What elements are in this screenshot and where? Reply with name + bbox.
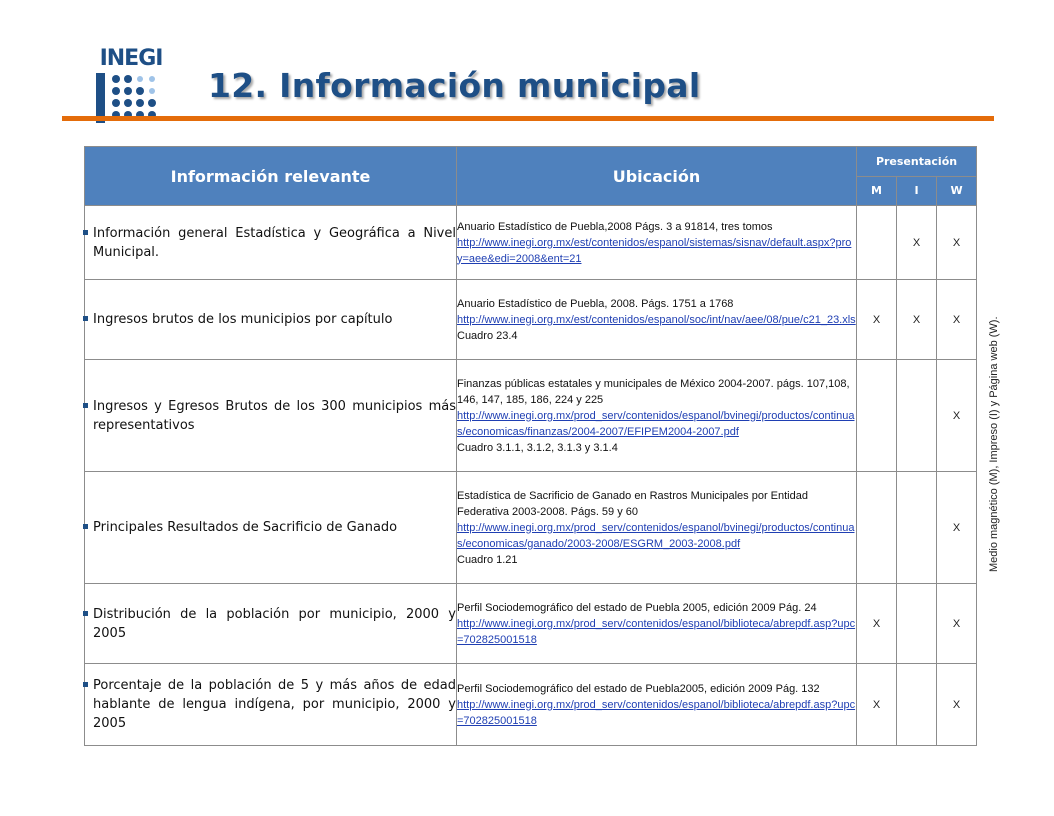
source-link[interactable]: http://www.inegi.org.mx/prod_serv/contenidos/espanol/biblioteca/abrepdf.asp?upc=702825001518 (457, 617, 856, 646)
header-i: I (897, 176, 937, 206)
inegi-logo (94, 47, 168, 123)
mark-w: X (937, 472, 977, 584)
bullet-icon (83, 403, 88, 408)
mark-m (857, 472, 897, 584)
info-label: Ingresos y Egresos Brutos de los 300 municipios más representativos (93, 398, 456, 433)
header-location: Ubicación (457, 147, 857, 206)
header-presentation: Presentación (857, 147, 977, 177)
source-text: Perfil Sociodemográfico del estado de Puebla 2005, edición 2009 Pág. 24 (457, 601, 817, 614)
header-w: W (937, 176, 977, 206)
table-row (85, 664, 977, 746)
info-label: Información general Estadística y Geográfica a Nivel Municipal. (93, 225, 456, 260)
source-text: Finanzas públicas estatales y municipales de México 2004-2007. págs. 107,108, 146, 147, 185, 186, 224 y 225 (457, 377, 850, 406)
location-cell (457, 664, 857, 746)
location-cell (457, 280, 857, 360)
mark-w: X (937, 584, 977, 664)
bullet-icon (83, 682, 88, 687)
bullet-icon (83, 524, 88, 529)
info-text (85, 310, 456, 329)
info-text (85, 676, 456, 733)
source-link[interactable]: http://www.inegi.org.mx/prod_serv/contenidos/espanol/bvinegi/productos/continuas/economicas/ganado/2003-2008/ESGRM_2003-2008.pdf (457, 521, 855, 550)
title-underline (62, 116, 994, 121)
presentation-legend: Medio magnético (M), Impreso (I) y Página web (W). (988, 316, 1000, 572)
mark-i (897, 472, 937, 584)
location-cell (457, 584, 857, 664)
mark-w: X (937, 360, 977, 472)
mark-m: X (857, 584, 897, 664)
info-label: Ingresos brutos de los municipios por capítulo (93, 312, 393, 327)
header-info: Información relevante (85, 147, 457, 206)
table-row (85, 472, 977, 584)
header-m: M (857, 176, 897, 206)
mark-m (857, 360, 897, 472)
source-link[interactable]: http://www.inegi.org.mx/est/contenidos/espanol/sistemas/sisnav/default.aspx?proy=aee&edi=2008&ent=21 (457, 236, 852, 265)
source-link[interactable]: http://www.inegi.org.mx/prod_serv/contenidos/espanol/bvinegi/productos/continuas/economicas/finanzas/2004-2007/EFIPEM2004-2007.pdf (457, 409, 855, 438)
source-text: Anuario Estadístico de Puebla,2008 Págs. 3 a 91814, tres tomos (457, 220, 773, 233)
mark-m: X (857, 280, 897, 360)
table-row (85, 206, 977, 280)
municipal-info-table (84, 146, 977, 746)
mark-i: X (897, 280, 937, 360)
mark-w: X (937, 206, 977, 280)
info-cell (85, 206, 457, 280)
info-cell (85, 360, 457, 472)
location-cell (457, 472, 857, 584)
source-text: Anuario Estadístico de Puebla, 2008. Págs. 1751 a 1768 (457, 297, 734, 310)
mark-w: X (937, 280, 977, 360)
info-label: Principales Resultados de Sacrificio de Ganado (93, 520, 398, 535)
info-text (85, 605, 456, 643)
source-text: Estadística de Sacrificio de Ganado en Rastros Municipales por Entidad Federativa 2003-2008. Págs. 59 y 60 (457, 489, 808, 518)
bullet-icon (83, 611, 88, 616)
info-cell (85, 664, 457, 746)
table-row (85, 280, 977, 360)
source-link[interactable]: http://www.inegi.org.mx/est/contenidos/espanol/soc/int/nav/aee/08/pue/c21_23.xls (457, 313, 856, 326)
table-reference: Cuadro 23.4 (457, 329, 518, 342)
mark-w: X (937, 664, 977, 746)
table-reference: Cuadro 3.1.1, 3.1.2, 3.1.3 y 3.1.4 (457, 441, 618, 454)
info-cell (85, 584, 457, 664)
mark-i (897, 360, 937, 472)
location-cell (457, 360, 857, 472)
mark-i (897, 584, 937, 664)
bullet-icon (83, 316, 88, 321)
info-text (85, 518, 456, 537)
table-row (85, 360, 977, 472)
info-cell (85, 280, 457, 360)
info-cell (85, 472, 457, 584)
mark-m (857, 206, 897, 280)
info-text (85, 224, 456, 262)
info-label: Porcentaje de la población de 5 y más años de edad hablante de lengua indígena, por municipio, 2000 y 2005 (93, 678, 456, 731)
logo-wordmark: INEGI (99, 46, 163, 71)
source-link[interactable]: http://www.inegi.org.mx/prod_serv/contenidos/espanol/biblioteca/abrepdf.asp?upc=702825001518 (457, 698, 856, 727)
info-text (85, 397, 456, 435)
mark-i: X (897, 206, 937, 280)
mark-m: X (857, 664, 897, 746)
bullet-icon (83, 230, 88, 235)
table-reference: Cuadro 1.21 (457, 553, 518, 566)
source-text: Perfil Sociodemográfico del estado de Puebla2005, edición 2009 Pág. 132 (457, 682, 820, 695)
table-row (85, 584, 977, 664)
location-cell (457, 206, 857, 280)
info-label: Distribución de la población por municipio, 2000 y 2005 (93, 606, 456, 641)
page-title: 12. Información municipal (208, 66, 701, 105)
mark-i (897, 664, 937, 746)
